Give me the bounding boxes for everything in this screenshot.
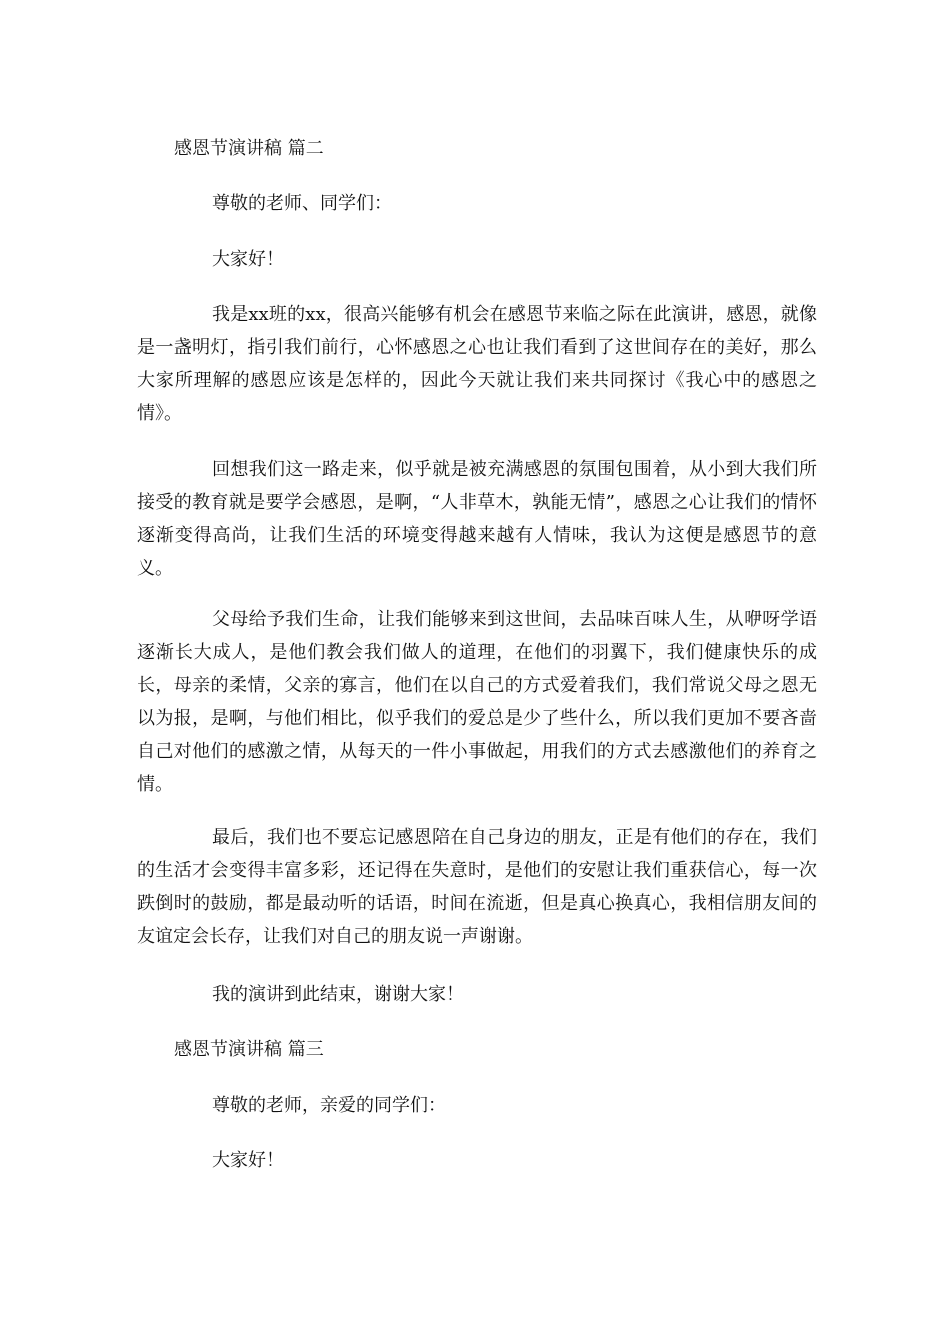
section-2-heading: 感恩节演讲稿 篇二 bbox=[174, 138, 324, 159]
paragraph-recall: 回想我们这一路走来，似乎就是被充满感恩的氛围包围着，从小到大我们所接受的教育就是要学会感恩，是啊，“人非草木，孰能无情”，感恩之心让我们的情怀逐渐变得高尚，让我们生活的环境变得越来越有人情味，我认为这便是感恩节的意义。 bbox=[137, 459, 817, 579]
section-2-closing: 我的演讲到此结束，谢谢大家！ bbox=[212, 984, 464, 1005]
section-3-salutation: 尊敬的老师，亲爱的同学们： bbox=[212, 1095, 446, 1116]
section-3-greeting: 大家好！ bbox=[212, 1150, 284, 1171]
section-3-heading: 感恩节演讲稿 篇三 bbox=[174, 1039, 324, 1060]
paragraph-parents: 父母给予我们生命，让我们能够来到这世间，去品味百味人生，从咿呀学语逐渐长大成人，是他们教会我们做人的道理，在他们的羽翼下，我们健康快乐的成长，母亲的柔情，父亲的寡言，他们在以自己的方式爱着我们，我们常说父母之恩无以为报，是啊，与他们相比，似乎我们的爱总是少了些什么，所以我们更加不要吝啬自己对他们的感激之情，从每天的一件小事做起，用我们的方式去感激他们的养育之情。 bbox=[137, 609, 817, 795]
paragraph-intro: 我是xx班的xx，很高兴能够有机会在感恩节来临之际在此演讲，感恩，就像是一盏明灯，指引我们前行，心怀感恩之心也让我们看到了这世间存在的美好，那么大家所理解的感恩应该是怎样的，因此今天就让我们来共同探讨《我心中的感恩之情》。 bbox=[137, 304, 817, 424]
section-2-salutation: 尊敬的老师、同学们： bbox=[212, 193, 392, 214]
section-2-greeting: 大家好！ bbox=[212, 249, 284, 270]
paragraph-friends: 最后，我们也不要忘记感恩陪在自己身边的朋友，正是有他们的存在，我们的生活才会变得丰富多彩，还记得在失意时，是他们的安慰让我们重获信心，每一次跌倒时的鼓励，都是最动听的话语，时间在流逝，但是真心换真心，我相信朋友间的友谊定会长存，让我们对自己的朋友说一声谢谢。 bbox=[137, 827, 817, 947]
